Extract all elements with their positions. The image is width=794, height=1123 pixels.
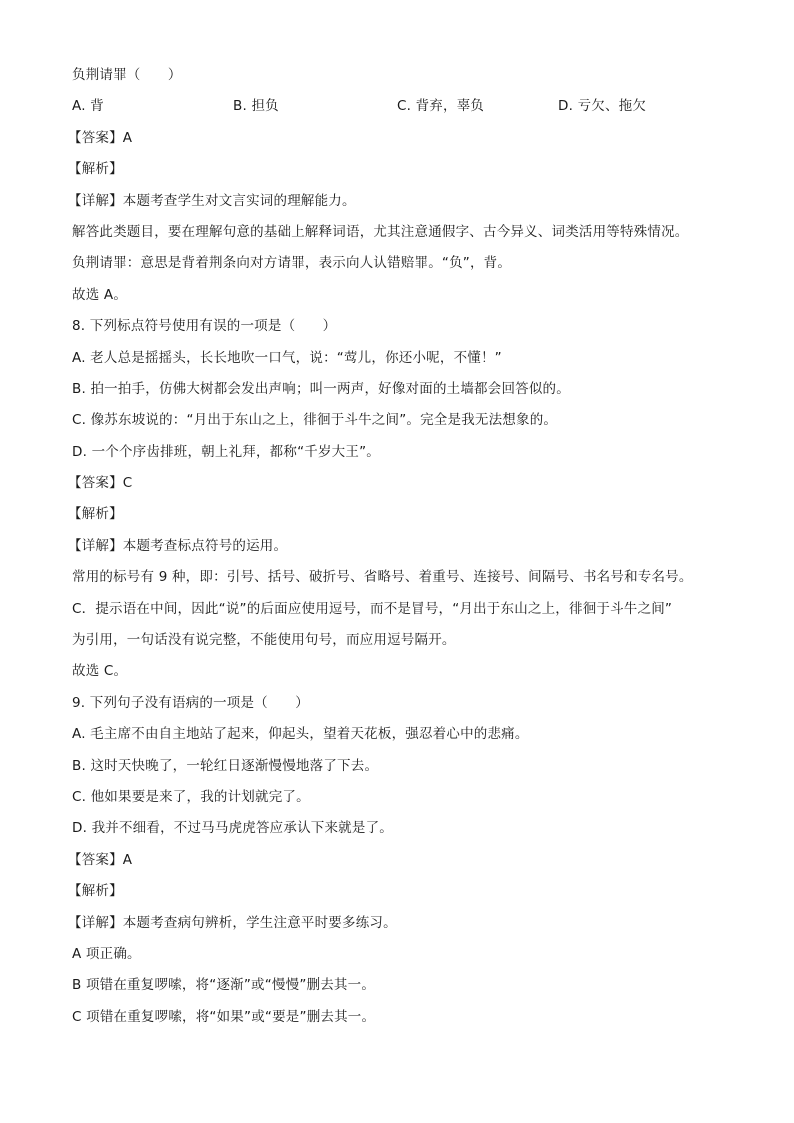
- conclusion-line: 故选 C。: [72, 663, 128, 680]
- explanation-line: B 项错在重复啰嗦，将“逐渐”或“慢慢”删去其一。: [72, 977, 376, 994]
- question-7-stem: 负荆请罪（ ）: [72, 67, 182, 83]
- explanation-line: 常用的标号有 9 种，即：引号、括号、破折号、省略号、着重号、连接号、间隔号、书名号和专名号。: [72, 569, 693, 586]
- question-8-stem: 8. 下列标点符号使用有误的一项是（ ）: [72, 318, 337, 335]
- option-b: B. 担负: [233, 98, 279, 115]
- option-c: C. 背弃，辜负: [397, 98, 485, 115]
- explanation-line: A 项正确。: [72, 945, 141, 962]
- answer-label: 【答案】C: [68, 475, 133, 492]
- option-c: C. 像苏东坡说的：“月出于东山之上，徘徊于斗牛之间”。完全是我无法想象的。: [72, 412, 558, 429]
- option-d: D. 一个个序齿排班，朝上礼拜，都称“千岁大王”。: [72, 443, 380, 460]
- answer-label: 【答案】A: [68, 851, 133, 868]
- question-9-stem: 9. 下列句子没有语病的一项是（ ）: [72, 694, 309, 711]
- explanation-line: 解答此类题目，要在理解句意的基础上解释词语，尤其注意通假字、古今异义、词类活用等特殊情况。: [72, 223, 689, 240]
- detail-text: 【详解】本题考查学生对文言实词的理解能力。: [68, 192, 356, 209]
- option-c: C. 他如果要是来了，我的计划就完了。: [72, 788, 310, 805]
- analysis-label: 【解析】: [68, 161, 123, 178]
- explanation-line: 为引用，一句话没有说完整，不能使用句号，而应用逗号隔开。: [72, 632, 456, 649]
- option-b: B. 这时天快晚了，一轮红日逐渐慢慢地落了下去。: [72, 757, 379, 774]
- analysis-label: 【解析】: [68, 883, 123, 900]
- option-a: A. 毛主席不由自主地站了起来，仰起头，望着天花板，强忍着心中的悲痛。: [72, 726, 529, 743]
- conclusion-line: 故选 A。: [72, 286, 128, 303]
- explanation-line: C 项错在重复啰嗦，将“如果”或“要是”删去其一。: [72, 1008, 376, 1025]
- option-a: A. 老人总是摇摇头，长长地吹一口气，说：“莺儿，你还小呢，不懂！”: [72, 349, 502, 366]
- analysis-label: 【解析】: [68, 506, 123, 523]
- explanation-line: 负荆请罪：意思是背着荆条向对方请罪，表示向人认错赔罪。“负”，背。: [72, 255, 512, 272]
- document-page: [68, 64, 732, 1037]
- option-b: B. 拍一拍手，仿佛大树都会发出声响；叫一两声，好像对面的土墙都会回答似的。: [72, 380, 570, 397]
- option-a: A. 背: [72, 98, 104, 115]
- option-d: D. 亏欠、拖欠: [558, 98, 647, 115]
- option-d: D. 我并不细看，不过马马虎虎答应承认下来就是了。: [72, 820, 393, 837]
- answer-label: 【答案】A: [68, 129, 133, 146]
- detail-text: 【详解】本题考查病句辨析，学生注意平时要多练习。: [68, 914, 397, 931]
- question-7-options: [72, 95, 732, 126]
- explanation-line: C．提示语在中间，因此“说”的后面应使用逗号，而不是冒号，“月出于东山之上，徘徊于斗牛之间”: [72, 600, 673, 617]
- detail-text: 【详解】本题考查标点符号的运用。: [68, 537, 288, 554]
